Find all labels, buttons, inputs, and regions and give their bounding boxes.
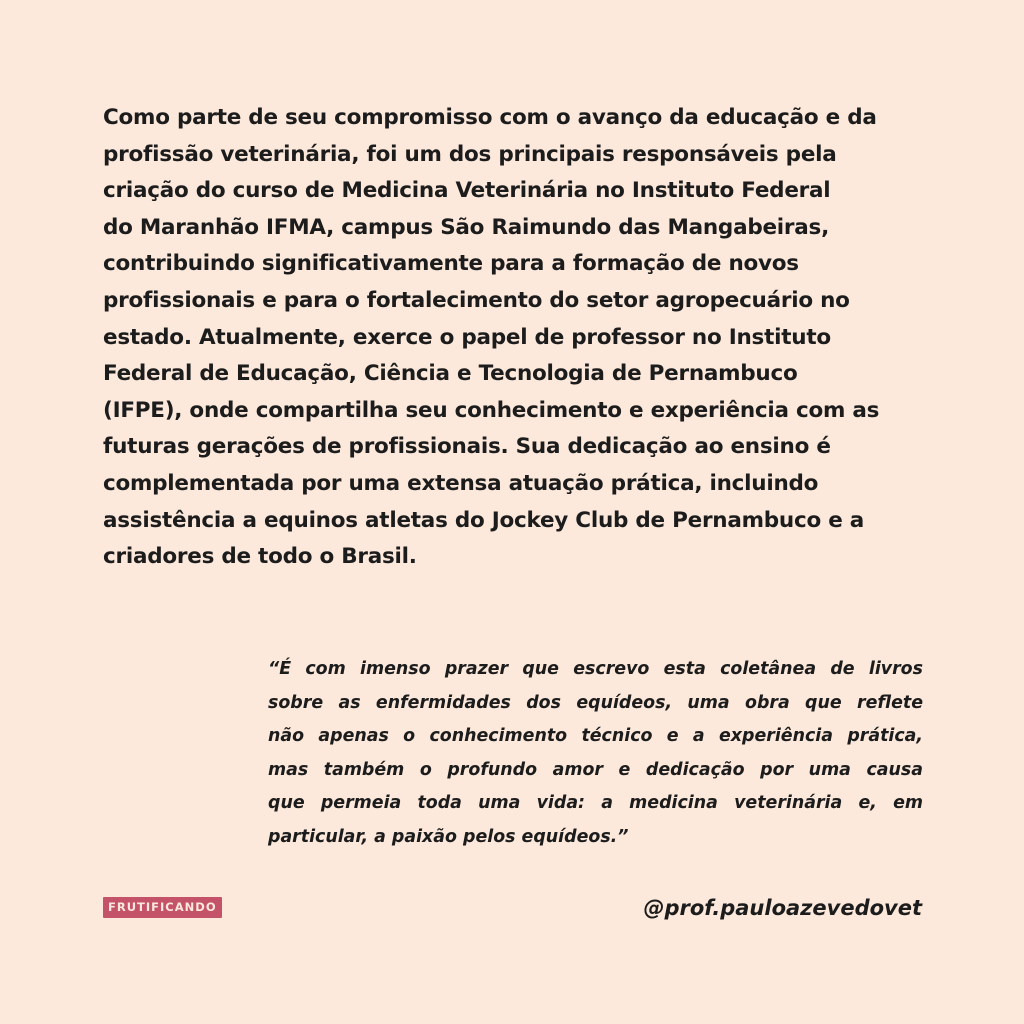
profile-handle: @prof.pauloazevedovet xyxy=(643,896,922,920)
paragraph-line: profissão veterinária, foi um dos principais responsáveis pela xyxy=(103,141,837,167)
paragraph-line: contribuindo significativamente para a formação de novos xyxy=(103,251,799,277)
paragraph-line: estado. Atualmente, exerce o papel de professor no Instituto xyxy=(103,324,831,350)
paragraph-line: profissionais e para o fortalecimento do setor agropecuário no xyxy=(103,287,850,313)
author-quote xyxy=(268,653,923,855)
paragraph-line: Federal de Educação, Ciência e Tecnologia de Pernambuco xyxy=(103,361,798,387)
paragraph-line: criadores de todo o Brasil. xyxy=(103,544,417,570)
brand-badge: FRUTIFICANDO xyxy=(103,897,222,918)
paragraph-line: do Maranhão IFMA, campus São Raimundo das Mangabeiras, xyxy=(103,214,829,240)
paragraph-line: (IFPE), onde compartilha seu conhecimento e experiência com as xyxy=(103,397,880,423)
quote-line: sobre as enfermidades dos equídeos, uma obra que reflete xyxy=(268,692,923,713)
quote-line: não apenas o conhecimento técnico e a experiência prática, xyxy=(268,726,923,747)
paragraph-line: criação do curso de Medicina Veterinária no Instituto Federal xyxy=(103,178,831,204)
quote-line: mas também o profundo amor e dedicação por uma causa xyxy=(268,759,923,780)
quote-line: que permeia toda uma vida: a medicina veterinária e, em xyxy=(268,793,923,814)
biography-paragraph xyxy=(103,100,933,576)
paragraph-line: assistência a equinos atletas do Jockey Club de Pernambuco e a xyxy=(103,507,865,533)
quote-line: particular, a paixão pelos equídeos.” xyxy=(268,826,629,847)
paragraph-line: Como parte de seu compromisso com o avanço da educação e da xyxy=(103,105,877,130)
paragraph-line: futuras gerações de profissionais. Sua dedicação ao ensino é xyxy=(103,434,831,460)
paragraph-line: complementada por uma extensa atuação prática, incluindo xyxy=(103,470,819,496)
quote-line: “É com imenso prazer que escrevo esta coletânea de livros xyxy=(268,659,923,679)
